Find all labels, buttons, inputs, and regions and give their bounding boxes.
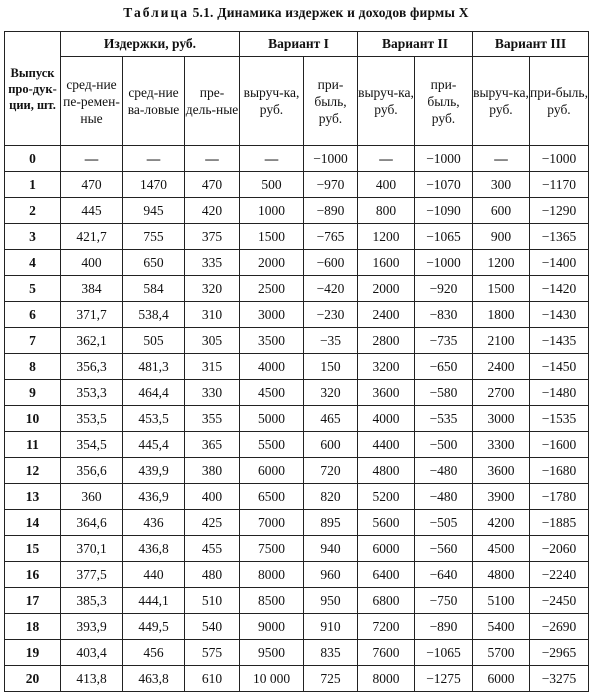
cell-profit-2: −1000 — [415, 146, 473, 172]
cell-revenue-1: 7000 — [240, 510, 304, 536]
cell-avg-variable: 362,1 — [61, 328, 123, 354]
cell-profit-3: −1480 — [530, 380, 589, 406]
cell-profit-3: −2450 — [530, 588, 589, 614]
cell-profit-1: 465 — [304, 406, 358, 432]
cell-avg-variable: 356,3 — [61, 354, 123, 380]
cell-profit-2: −535 — [415, 406, 473, 432]
table-row — [5, 146, 589, 172]
cell-avg-variable: 403,4 — [61, 640, 123, 666]
cell-avg-variable: 377,5 — [61, 562, 123, 588]
cell-marginal: 400 — [185, 484, 240, 510]
cell-avg-total: 481,3 — [123, 354, 185, 380]
cell-profit-2: −890 — [415, 614, 473, 640]
cell-revenue-1: 2000 — [240, 250, 304, 276]
cell-revenue-2: 6800 — [358, 588, 415, 614]
header-revenue-3: выруч-ка, руб. — [473, 57, 530, 146]
cell-revenue-2: 1200 — [358, 224, 415, 250]
header-row-columns — [5, 57, 589, 146]
cell-avg-variable: 445 — [61, 198, 123, 224]
cell-profit-1: −420 — [304, 276, 358, 302]
cell-avg-variable: 421,7 — [61, 224, 123, 250]
table-title-text: 5.1. Динамика издержек и доходов фирмы X — [192, 5, 469, 20]
cell-revenue-3: 3900 — [473, 484, 530, 510]
cell-profit-2: −830 — [415, 302, 473, 328]
cell-revenue-2: 5600 — [358, 510, 415, 536]
cell-profit-3: −1400 — [530, 250, 589, 276]
cell-output: 3 — [5, 224, 61, 250]
cell-output: 20 — [5, 666, 61, 692]
cell-profit-1: −765 — [304, 224, 358, 250]
cell-marginal: 610 — [185, 666, 240, 692]
cell-profit-2: −580 — [415, 380, 473, 406]
cell-revenue-3: 600 — [473, 198, 530, 224]
cell-output: 7 — [5, 328, 61, 354]
cell-output: 1 — [5, 172, 61, 198]
header-output — [5, 32, 61, 146]
cell-marginal: 510 — [185, 588, 240, 614]
cell-profit-2: −1065 — [415, 640, 473, 666]
cell-revenue-1: 9000 — [240, 614, 304, 640]
cell-revenue-1: 3000 — [240, 302, 304, 328]
cell-revenue-2: 4400 — [358, 432, 415, 458]
table-title — [0, 5, 592, 21]
cell-avg-total: 440 — [123, 562, 185, 588]
cell-revenue-1: 7500 — [240, 536, 304, 562]
cell-revenue-3: 1500 — [473, 276, 530, 302]
table-row — [5, 172, 589, 198]
table-row — [5, 614, 589, 640]
cell-profit-2: −560 — [415, 536, 473, 562]
header-variant-1: Вариант I — [240, 32, 358, 57]
cell-revenue-1: 9500 — [240, 640, 304, 666]
cell-profit-3: −1680 — [530, 458, 589, 484]
cell-profit-3: −1170 — [530, 172, 589, 198]
cell-avg-total: 436 — [123, 510, 185, 536]
cell-marginal: 330 — [185, 380, 240, 406]
cell-revenue-2: 3200 — [358, 354, 415, 380]
header-profit-1: при-быль, руб. — [304, 57, 358, 146]
cell-revenue-1: 8500 — [240, 588, 304, 614]
cell-marginal: 375 — [185, 224, 240, 250]
cell-profit-2: −505 — [415, 510, 473, 536]
header-variant-3: Вариант III — [473, 32, 589, 57]
cell-marginal: 355 — [185, 406, 240, 432]
cell-revenue-3: 4800 — [473, 562, 530, 588]
header-avg-variable: сред-ние пе-ремен-ные — [61, 57, 123, 146]
cell-revenue-1: 4500 — [240, 380, 304, 406]
cell-output: 16 — [5, 562, 61, 588]
cell-profit-2: −735 — [415, 328, 473, 354]
cell-output: 18 — [5, 614, 61, 640]
cell-profit-2: −650 — [415, 354, 473, 380]
cell-revenue-3: 1200 — [473, 250, 530, 276]
cell-revenue-3: 5100 — [473, 588, 530, 614]
header-costs: Издержки, руб. — [61, 32, 240, 57]
cell-avg-total: 945 — [123, 198, 185, 224]
cell-profit-1: 820 — [304, 484, 358, 510]
cell-profit-3: −2060 — [530, 536, 589, 562]
cell-avg-variable: 400 — [61, 250, 123, 276]
cell-revenue-1: 3500 — [240, 328, 304, 354]
cell-marginal: 335 — [185, 250, 240, 276]
cell-avg-variable: 371,7 — [61, 302, 123, 328]
cell-avg-total: 463,8 — [123, 666, 185, 692]
cell-revenue-3: 4200 — [473, 510, 530, 536]
cell-revenue-2: 3600 — [358, 380, 415, 406]
cell-profit-1: 950 — [304, 588, 358, 614]
table-title-prefix: Таблица — [123, 5, 189, 20]
cell-revenue-3: — — [473, 146, 530, 172]
cell-output: 15 — [5, 536, 61, 562]
cell-marginal: 425 — [185, 510, 240, 536]
cell-avg-variable: 385,3 — [61, 588, 123, 614]
cell-output: 12 — [5, 458, 61, 484]
cell-profit-1: −1000 — [304, 146, 358, 172]
cell-profit-1: 940 — [304, 536, 358, 562]
header-profit-2: при-быль, руб. — [415, 57, 473, 146]
cell-marginal: — — [185, 146, 240, 172]
cell-avg-total: 755 — [123, 224, 185, 250]
cell-output: 6 — [5, 302, 61, 328]
cell-profit-1: −890 — [304, 198, 358, 224]
cell-marginal: 305 — [185, 328, 240, 354]
cell-revenue-1: 10 000 — [240, 666, 304, 692]
table-body — [5, 146, 589, 692]
cell-revenue-3: 2700 — [473, 380, 530, 406]
cell-profit-1: 835 — [304, 640, 358, 666]
cell-avg-total: — — [123, 146, 185, 172]
cell-revenue-2: 4000 — [358, 406, 415, 432]
cell-output: 0 — [5, 146, 61, 172]
cell-revenue-3: 6000 — [473, 666, 530, 692]
cell-profit-3: −1780 — [530, 484, 589, 510]
cell-revenue-1: 2500 — [240, 276, 304, 302]
cell-profit-3: −1290 — [530, 198, 589, 224]
cell-avg-variable: 384 — [61, 276, 123, 302]
cell-avg-total: 505 — [123, 328, 185, 354]
table-row — [5, 640, 589, 666]
cell-profit-2: −480 — [415, 458, 473, 484]
table-row — [5, 380, 589, 406]
cell-revenue-2: 6400 — [358, 562, 415, 588]
cell-profit-2: −640 — [415, 562, 473, 588]
table-row — [5, 250, 589, 276]
header-marginal: пре-дель-ные — [185, 57, 240, 146]
table-row — [5, 666, 589, 692]
cell-profit-2: −750 — [415, 588, 473, 614]
cell-revenue-1: 5000 — [240, 406, 304, 432]
table-row — [5, 406, 589, 432]
cell-profit-1: −230 — [304, 302, 358, 328]
cell-profit-1: 150 — [304, 354, 358, 380]
cell-output: 14 — [5, 510, 61, 536]
cell-revenue-2: 2800 — [358, 328, 415, 354]
cell-revenue-3: 300 — [473, 172, 530, 198]
cell-output: 10 — [5, 406, 61, 432]
cell-avg-variable: 364,6 — [61, 510, 123, 536]
cell-revenue-2: 5200 — [358, 484, 415, 510]
cell-profit-1: −600 — [304, 250, 358, 276]
cell-avg-variable: 370,1 — [61, 536, 123, 562]
cell-revenue-1: 8000 — [240, 562, 304, 588]
table-row — [5, 432, 589, 458]
cell-profit-2: −1065 — [415, 224, 473, 250]
cell-profit-3: −1000 — [530, 146, 589, 172]
header-avg-total: сред-ние ва-ловые — [123, 57, 185, 146]
cell-marginal: 380 — [185, 458, 240, 484]
cell-revenue-2: 400 — [358, 172, 415, 198]
cell-profit-1: −970 — [304, 172, 358, 198]
header-row-groups — [5, 32, 589, 57]
cell-profit-1: 600 — [304, 432, 358, 458]
table-row — [5, 510, 589, 536]
cell-revenue-2: 6000 — [358, 536, 415, 562]
header-variant-2: Вариант II — [358, 32, 473, 57]
table-row — [5, 302, 589, 328]
cell-avg-total: 538,4 — [123, 302, 185, 328]
cell-profit-1: 725 — [304, 666, 358, 692]
cell-profit-3: −2240 — [530, 562, 589, 588]
cell-profit-1: 910 — [304, 614, 358, 640]
header-output-label: Выпуск про-дук-ции, шт. — [8, 65, 57, 112]
cell-revenue-3: 900 — [473, 224, 530, 250]
table-row — [5, 198, 589, 224]
cell-profit-3: −1450 — [530, 354, 589, 380]
cell-profit-3: −1435 — [530, 328, 589, 354]
cell-output: 11 — [5, 432, 61, 458]
cell-revenue-2: 8000 — [358, 666, 415, 692]
cell-marginal: 420 — [185, 198, 240, 224]
cell-revenue-3: 3300 — [473, 432, 530, 458]
cell-revenue-3: 2100 — [473, 328, 530, 354]
cell-output: 17 — [5, 588, 61, 614]
cell-revenue-2: 2000 — [358, 276, 415, 302]
cell-revenue-3: 4500 — [473, 536, 530, 562]
cell-avg-total: 444,1 — [123, 588, 185, 614]
cell-revenue-1: 6500 — [240, 484, 304, 510]
cell-profit-3: −1600 — [530, 432, 589, 458]
cell-avg-total: 449,5 — [123, 614, 185, 640]
cell-avg-variable: 354,5 — [61, 432, 123, 458]
cell-profit-3: −1420 — [530, 276, 589, 302]
cell-profit-1: 320 — [304, 380, 358, 406]
cell-avg-total: 445,4 — [123, 432, 185, 458]
cell-marginal: 540 — [185, 614, 240, 640]
cell-marginal: 455 — [185, 536, 240, 562]
cell-output: 5 — [5, 276, 61, 302]
cell-profit-1: 720 — [304, 458, 358, 484]
cell-avg-variable: 360 — [61, 484, 123, 510]
cell-profit-1: 895 — [304, 510, 358, 536]
cell-profit-2: −500 — [415, 432, 473, 458]
table-row — [5, 276, 589, 302]
table-row — [5, 354, 589, 380]
table-row — [5, 224, 589, 250]
cell-profit-2: −1090 — [415, 198, 473, 224]
cell-profit-1: −35 — [304, 328, 358, 354]
header-revenue-1: выруч-ка, руб. — [240, 57, 304, 146]
cell-revenue-1: 5500 — [240, 432, 304, 458]
cell-marginal: 575 — [185, 640, 240, 666]
table-row — [5, 484, 589, 510]
cell-avg-variable: 356,6 — [61, 458, 123, 484]
cell-output: 4 — [5, 250, 61, 276]
cell-revenue-1: — — [240, 146, 304, 172]
cell-revenue-3: 3000 — [473, 406, 530, 432]
cell-revenue-2: 1600 — [358, 250, 415, 276]
cell-profit-3: −2690 — [530, 614, 589, 640]
cell-profit-2: −480 — [415, 484, 473, 510]
cell-marginal: 320 — [185, 276, 240, 302]
cell-profit-1: 960 — [304, 562, 358, 588]
cell-avg-variable: 353,5 — [61, 406, 123, 432]
cell-profit-2: −1275 — [415, 666, 473, 692]
cell-revenue-2: 7200 — [358, 614, 415, 640]
cell-revenue-3: 2400 — [473, 354, 530, 380]
cell-revenue-3: 3600 — [473, 458, 530, 484]
cell-revenue-1: 1000 — [240, 198, 304, 224]
cell-profit-2: −1000 — [415, 250, 473, 276]
cell-revenue-1: 4000 — [240, 354, 304, 380]
cell-profit-2: −920 — [415, 276, 473, 302]
cell-avg-total: 436,9 — [123, 484, 185, 510]
cell-revenue-2: 2400 — [358, 302, 415, 328]
cell-marginal: 480 — [185, 562, 240, 588]
cell-avg-total: 1470 — [123, 172, 185, 198]
cell-avg-total: 650 — [123, 250, 185, 276]
cell-revenue-3: 1800 — [473, 302, 530, 328]
cell-profit-3: −1885 — [530, 510, 589, 536]
cell-avg-variable: — — [61, 146, 123, 172]
cell-revenue-1: 500 — [240, 172, 304, 198]
cell-output: 9 — [5, 380, 61, 406]
cell-output: 2 — [5, 198, 61, 224]
cell-marginal: 470 — [185, 172, 240, 198]
cell-revenue-3: 5700 — [473, 640, 530, 666]
cell-profit-3: −1535 — [530, 406, 589, 432]
cell-output: 13 — [5, 484, 61, 510]
table-row — [5, 536, 589, 562]
table-row — [5, 458, 589, 484]
cell-avg-total: 584 — [123, 276, 185, 302]
cell-revenue-2: 800 — [358, 198, 415, 224]
cell-avg-total: 453,5 — [123, 406, 185, 432]
cell-profit-3: −1430 — [530, 302, 589, 328]
cell-avg-total: 464,4 — [123, 380, 185, 406]
table-row — [5, 588, 589, 614]
table-row — [5, 562, 589, 588]
cell-avg-variable: 413,8 — [61, 666, 123, 692]
cell-output: 8 — [5, 354, 61, 380]
cell-output: 19 — [5, 640, 61, 666]
cell-profit-3: −3275 — [530, 666, 589, 692]
cell-avg-variable: 470 — [61, 172, 123, 198]
cell-avg-total: 456 — [123, 640, 185, 666]
cell-profit-3: −2965 — [530, 640, 589, 666]
cell-avg-total: 439,9 — [123, 458, 185, 484]
cell-revenue-3: 5400 — [473, 614, 530, 640]
cell-marginal: 365 — [185, 432, 240, 458]
cell-avg-total: 436,8 — [123, 536, 185, 562]
cell-avg-variable: 393,9 — [61, 614, 123, 640]
cell-revenue-2: 4800 — [358, 458, 415, 484]
cell-avg-variable: 353,3 — [61, 380, 123, 406]
cell-revenue-2: — — [358, 146, 415, 172]
cell-revenue-2: 7600 — [358, 640, 415, 666]
header-profit-3: при-быль, руб. — [530, 57, 589, 146]
cost-revenue-table — [4, 31, 589, 692]
table-row — [5, 328, 589, 354]
header-revenue-2: выруч-ка, руб. — [358, 57, 415, 146]
cell-profit-2: −1070 — [415, 172, 473, 198]
cell-revenue-1: 1500 — [240, 224, 304, 250]
cell-revenue-1: 6000 — [240, 458, 304, 484]
cell-marginal: 315 — [185, 354, 240, 380]
cell-profit-3: −1365 — [530, 224, 589, 250]
cell-marginal: 310 — [185, 302, 240, 328]
